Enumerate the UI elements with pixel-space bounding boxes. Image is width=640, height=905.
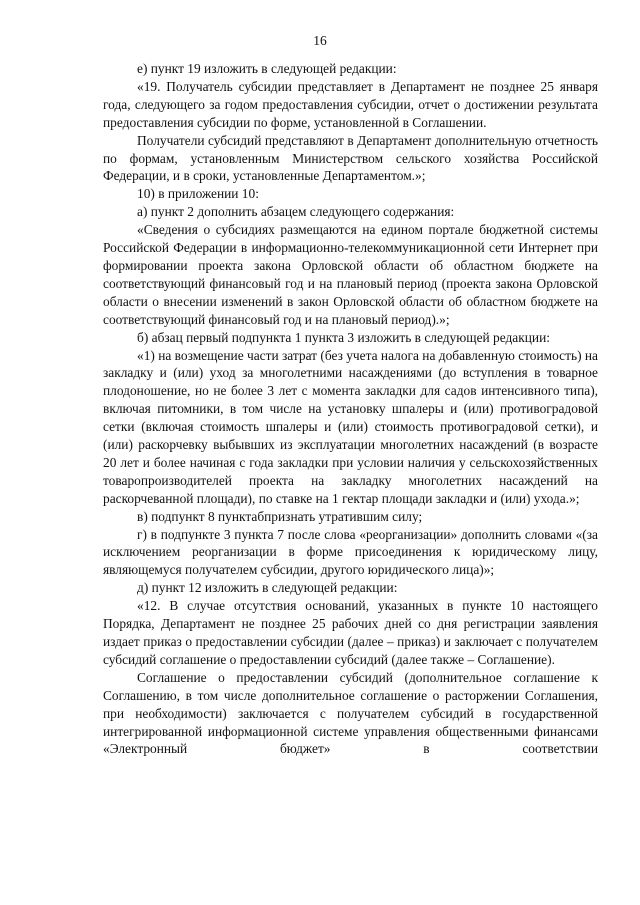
document-body xyxy=(103,60,598,758)
paragraph-item-10: 10) в приложении 10: xyxy=(137,186,259,202)
paragraph-item-g: г) в подпункте 3 пункта 7 после слова «реорганизации» дополнить словами «(за исключением реорганизации в форме присоединения к юридическому лицу, являющемуся получателем субсидии, другого юридического лица)»; xyxy=(103,526,598,578)
paragraph-agreement: Соглашение о предоставлении субсидий (дополнительное соглашение к Соглашению, в том числе дополнительное соглашение о расторжении Соглашения, при необходимости) заключается с получателем субсидий в государственной интегрированной информационной системе управления общественными финансами «Электронный бюджет» в соответствии xyxy=(103,669,598,757)
paragraph-item-d: д) пункт 12 изложить в следующей редакции: xyxy=(137,580,398,596)
paragraph-cost-reimbursement: «1) на возмещение части затрат (без учета налога на добавленную стоимость) на закладку и (или) уход за многолетними насаждениями (до вступления в товарное плодоношение, но не более 3 лет с момента закладки для садов интенсивного типа), включая питомники, в том числе на установку шпалеры и (или) противоградовой сетки (включая стоимость шпалеры и (или) стоимость противоградовой сетки), и (или) раскорчевку выбывших из эксплуатации многолетних насаждений (в возрасте 20 лет и более начиная с года закладки при условии наличия у сельскохозяйственных товаропроизводителей проекта на закладку многолетних насаждений на раскорчеванной площади), по ставке на 1 гектар площади закладки и (или) ухода.»; xyxy=(103,347,598,506)
paragraph-clause-12: «12. В случае отсутствия оснований, указанных в пункте 10 настоящего Порядка, Департамент не позднее 25 рабочих дней со дня регистрации заявления издает приказ о предоставлении субсидии (далее – приказ) и заключает с получателем субсидий соглашение о предоставлении субсидий (далее также – Соглашение). xyxy=(103,598,598,667)
paragraph-subsidy-info: «Сведения о субсидиях размещаются на едином портале бюджетной системы Российской Федерации в информационно-телекоммуникационной сети Интернет при формировании проекта закона Орловской области об областном бюджете на соответствующий финансовый год и на плановый период (проекта закона Орловской области о внесении изменений в закон Орловской области об областном бюджете на соответствующий финансовый год и на плановый период).»; xyxy=(103,222,598,327)
paragraph-clause-19: «19. Получатель субсидии представляет в Департамент не позднее 25 января года, следующего за годом предоставления субсидии, отчет о достижении результата предоставления субсидии по форме, установленной в Соглашении. xyxy=(103,78,598,130)
paragraph-item-b: б) абзац первый подпункта 1 пункта 3 изложить в следующей редакции: xyxy=(137,329,550,345)
paragraph-item-v: в) подпункт 8 пунктабпризнать утратившим силу; xyxy=(137,508,423,524)
paragraph-item-a: а) пункт 2 дополнить абзацем следующего содержания: xyxy=(137,204,455,220)
paragraph-item-e: е) пункт 19 изложить в следующей редакции: xyxy=(137,61,397,76)
page-number: 16 xyxy=(313,33,327,48)
paragraph-additional-reporting: Получатели субсидий представляют в Департамент дополнительную отчетность по формам, установленным Министерством сельского хозяйства Российской Федерации, и в сроки, установленные Департаментом.»; xyxy=(103,132,598,184)
